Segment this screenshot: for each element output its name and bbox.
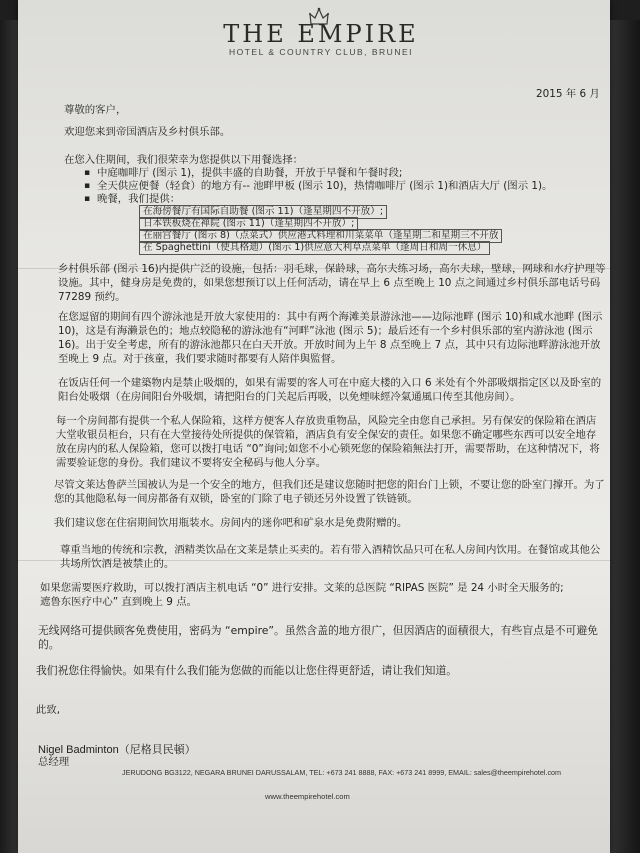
dining-item: ▪ 全天供应便餐（轻食）的地方有-- 池畔甲板 (图示 10)，热情咖啡厅 (图示 1)和酒店大厅 (图示 1)。 bbox=[97, 180, 552, 194]
pool-line: 10)，这是有海濑景色的；地点较隐秘的游泳池有“河畔”泳池 (图示 5)；最后还有一个乡村俱乐部的室内游泳池 (图示 bbox=[58, 325, 593, 337]
dining-intro: 在您入住期间，我们很荣幸为您提供以下用餐选择： bbox=[64, 154, 303, 166]
safe-line: 每一个房间都有提供一个私人保险箱，这样方便客人存放贵重物品，风险完全由您自己承担。另有保安的保险箱在酒店 bbox=[56, 415, 597, 427]
dining-item: ▪ 中庭咖啡厅 (图示 1)，提供丰盛的自助餐，开放于早餐和午餐时段; bbox=[97, 167, 402, 181]
smoking-line: 在饭店任何一个建築物内是禁止吸烟的，如果有需要的客人可在中庭大楼的入口 6 米处有个外部吸烟指定区以及卧室的 bbox=[58, 377, 602, 389]
pool-line: 至晚上 9 点。对于孩童，我们要求随时都要有人陪伴與監督。 bbox=[58, 353, 342, 365]
dining-item: ▪ 晚餐，我们提供： bbox=[97, 193, 180, 207]
letter-date: 2015 年 6 月 bbox=[536, 88, 600, 100]
dinner-option: 在海傍餐厅有国际自助餐 (图示 11)（逢星期四不开放）; bbox=[139, 205, 387, 219]
pool-line: 在您逗留的期间有四个游泳池是开放大家使用的：其中有两个海滩美景游泳池——边际池畔 (图示 10)和咸水池畔 (图示 bbox=[58, 311, 603, 323]
signature-name: Nigel Badminton（尼格貝民頓） bbox=[38, 744, 196, 756]
safe-line: 大堂收银员柜台，只有在大堂接待处所提供的保管箱，酒店負有安全保安的责任。如果您不确定哪些东西可以安全地存 bbox=[56, 429, 597, 441]
wifi-line: 的。 bbox=[38, 638, 60, 651]
medical-line: 遮鲁东医疗中心” 直到晚上 9 点。 bbox=[40, 596, 197, 608]
religion-line: 尊重当地的传统和宗教，酒精类饮品在文莱是禁止买卖的。若有带入酒精饮品只可在私人房间内饮用。在餐馆或其他公 bbox=[60, 544, 601, 556]
welcome-line: 欢迎您来到帝国酒店及乡村俱乐部。 bbox=[64, 126, 231, 138]
water-line: 我们建议您在住宿期间饮用瓶装水。房间内的迷你吧和矿泉水是免费附赠的。 bbox=[54, 517, 408, 529]
medical-line: 如果您需要医疗救助，可以拨打酒店主机电话 “0” 进行安排。文莱的总医院 “RIPAS 医院” 是 24 小时全天服务的; bbox=[40, 582, 564, 594]
wifi-line: 无线网络可提供顾客免费使用，密码为 “empire”。虽然含盖的地方很广，但因酒店的面積很大，有些盲点是不可避免 bbox=[38, 624, 598, 637]
dinner-option: 日本铁板烧在禅院 (图示 11)（逢星期四不开放）; bbox=[139, 217, 358, 231]
footer-website: www.theempirehotel.com bbox=[265, 792, 350, 801]
safe-line: 放在房内的私人保险箱，您可以拨打电话 “0”询问;如您不小心锁死您的保险箱無法打开，需要帮助，在这种情况下，将 bbox=[56, 443, 600, 455]
club-line: 乡村俱乐部 (图示 16)内提供广泛的设施，包括：羽毛球，保龄球，高尔夫练习场，高尔夫球，壁球，网球和水疗护理等 bbox=[58, 263, 606, 275]
brand-subtitle: HOTEL & COUNTRY CLUB, BRUNEI bbox=[228, 47, 413, 57]
smoking-line: 阳台处吸烟（在房间阳台外吸烟，请把阳台的门关起后再吸，以免煙味經冷氣通風口传至其他房间）。 bbox=[58, 391, 521, 403]
security-line: 尽管文莱达鲁萨兰国被认为是一个安全的地方，但我们还是建议您随时把您的阳台门上锁，不要让您的卧室门撑开。为了 bbox=[54, 479, 605, 491]
safe-line: 需要验证您的身份。我们建议不要将安全秘码与他人分享。 bbox=[56, 457, 327, 469]
dinner-option: 在 Spaghettini（使具格迪）(图示 1)供应意大利草点菜单（逢周日和周一休息） bbox=[139, 241, 490, 255]
closing-line: 我们祝您住得愉快。如果有什么我们能为您做的而能以让您住得更舒适，请让我们知道。 bbox=[36, 664, 458, 677]
greeting: 尊敬的客户， bbox=[64, 104, 127, 116]
club-line: 设施。其中，健身房是免费的，如果您想预订以上任何活动，请在早上 6 点至晚上 10 点之间通过乡村俱乐部电话号码 bbox=[58, 277, 601, 289]
brand-name: THE EMPIRE bbox=[223, 20, 419, 48]
footer-address: JERUDONG BG3122, NEGARA BRUNEI DARUSSALAM, TEL: +673 241 8888, FAX: +673 241 8999, EMAIL: sales@theempirehotel.com bbox=[122, 768, 562, 777]
security-line: 您的其他隐私每一间房都备有双锁，卧室的门除了电子锁还另外设置了铁链锁。 bbox=[54, 493, 418, 505]
signature-title: 总经理 bbox=[38, 756, 70, 768]
regards: 此致, bbox=[36, 704, 61, 716]
pool-line: 16)。出于安全考虑，所有的游泳池都只在白天开放。开放时间为上午 8 点至晚上 7 点，其中只有边际池畔游泳池开放 bbox=[58, 339, 601, 351]
club-line: 77289 预约。 bbox=[58, 291, 126, 303]
dinner-option: 在丽宫餐厅 (图示 8)（点菜式）供应港式料理和川菜菜单（逢星期二和星期三不开放 bbox=[139, 229, 502, 243]
religion-line: 共场所饮酒是被禁止的。 bbox=[60, 558, 175, 570]
